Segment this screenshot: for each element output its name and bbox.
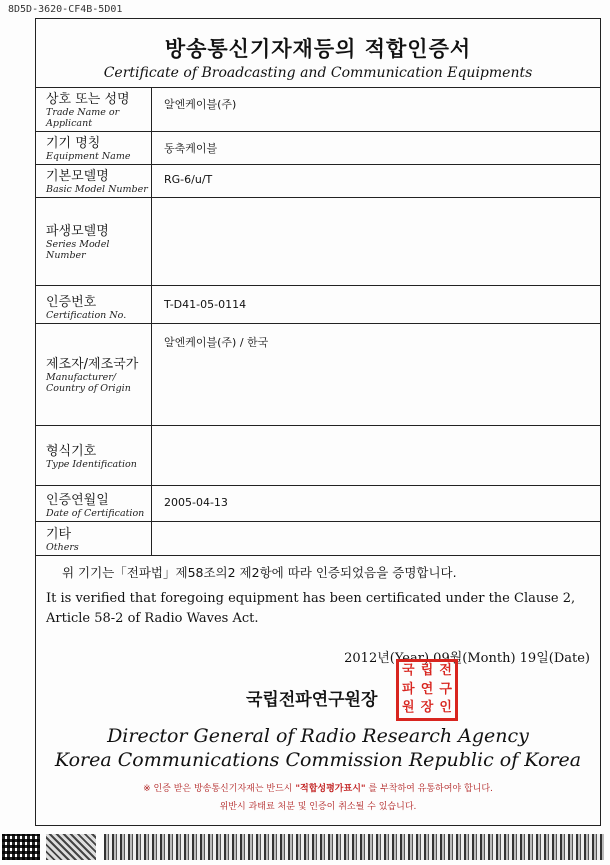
field-value: [152, 426, 601, 486]
field-label-en: Basic Model Number: [46, 184, 148, 195]
field-value-text: 2005-04-13: [164, 496, 228, 509]
certificate-title-korean: 방송통신기자재등의 적합인증서: [164, 37, 472, 61]
director-line-1: Director General of Radio Research Agency: [107, 725, 529, 747]
certificate-title-english: Certificate of Broadcasting and Communication Equipments: [103, 65, 533, 81]
field-label-en: Certification No.: [46, 310, 127, 321]
field-label: [36, 486, 152, 522]
field-label-ko: 제조자/제조국가: [46, 357, 139, 372]
field-value: [152, 522, 601, 556]
field-value-text: 알엔케이블(주): [164, 98, 237, 111]
seal-char: 원: [402, 700, 415, 716]
field-label-ko: 기타: [46, 527, 72, 542]
field-label-en: Type Identification: [46, 458, 137, 470]
field-value: [152, 286, 601, 324]
field-label-ko: 기본모델명: [46, 169, 109, 184]
field-value: [152, 165, 601, 198]
field-label: [36, 198, 152, 286]
seal-char: 구: [439, 681, 452, 697]
seal-char: 전: [439, 663, 452, 678]
field-value: [152, 486, 601, 522]
field-label: [36, 132, 152, 165]
certificate-frame: [35, 18, 601, 826]
field-label-ko: 상호 또는 성명: [46, 92, 130, 107]
field-label: [36, 165, 152, 198]
field-row-series-model: [36, 198, 600, 286]
field-label: [36, 324, 152, 426]
declaration-english: It is verified that foregoing equipment has been certificated under the Clause 2, Article 58-2 of Radio Waves Act.: [46, 591, 576, 626]
issue-date: 2012년(Year) 09월(Month) 19일(Date): [344, 651, 590, 666]
field-label: [36, 426, 152, 486]
field-value: [152, 324, 601, 426]
field-row-certification-date: [36, 486, 600, 522]
seal-char: 연: [420, 681, 434, 697]
field-row-applicant: [36, 88, 600, 132]
official-seal: [396, 659, 458, 721]
declaration-korean: 위 기기는「전파법」제58조의2 제2항에 따라 인증되었음을 증명합니다.: [62, 565, 457, 580]
field-value: [152, 198, 601, 286]
seal-char: 장: [420, 700, 434, 716]
field-label-ko: 인증번호: [46, 295, 97, 310]
field-row-type-identification: [36, 426, 600, 486]
field-value-text: 동축케이블: [164, 142, 218, 155]
field-row-equipment-name: [36, 132, 600, 165]
seal-char: 국: [402, 663, 415, 678]
seal-char: 립: [420, 663, 434, 678]
field-value: [152, 88, 601, 132]
field-label-en: Trade Name or Applicant: [46, 107, 120, 129]
field-row-certification-no: [36, 286, 600, 324]
notice-line-2: 위반시 과태료 처분 및 인증이 취소될 수 있습니다.: [219, 802, 417, 812]
seal-char: 파: [402, 681, 415, 697]
field-row-others: [36, 522, 600, 556]
field-value: [152, 132, 601, 165]
notice-prefix: ※ 인증 받은 방송통신기자재는 반드시: [143, 784, 296, 794]
notice-line-1: [36, 781, 600, 794]
field-value-text: T-D41-05-0114: [164, 298, 247, 311]
barcode-strip-icon: [104, 834, 604, 860]
field-label-en: Others: [46, 542, 79, 553]
field-value-text: RG-6/u/T: [164, 173, 213, 186]
field-label-en: Equipment Name: [46, 151, 131, 162]
field-label-en: Manufacturer/ Country of Origin: [46, 372, 131, 394]
field-value-text: 알엔케이블(주) / 한국: [164, 336, 269, 349]
certificate-fields-table: [36, 87, 600, 556]
field-row-manufacturer: [36, 324, 600, 426]
field-label-ko: 형식기호: [46, 443, 97, 459]
document-id: 8D5D-3620-CF4B-5D01: [8, 4, 123, 15]
qr-code-icon: [2, 834, 40, 860]
field-label-ko: 파생모델명: [46, 224, 109, 239]
seal-char: 인: [439, 700, 452, 716]
field-row-basic-model: [36, 165, 600, 198]
security-pattern-icon: [46, 834, 96, 860]
field-label-en: Date of Certification: [46, 508, 145, 519]
notice-emphasis: "적합성평가표시": [295, 784, 366, 794]
field-label-en: Series Model Number: [46, 239, 110, 261]
field-label-ko: 인증연월일: [46, 493, 109, 508]
field-label: [36, 286, 152, 324]
director-line-2: Korea Communications Commission Republic of Korea: [54, 749, 582, 771]
field-label: [36, 88, 152, 132]
field-label-ko: 기기 명칭: [46, 136, 101, 151]
field-label: [36, 522, 152, 556]
issuer-title: 국립전파연구원장: [246, 690, 378, 710]
notice-suffix: 를 부착하여 유통하여야 합니다.: [365, 784, 493, 794]
